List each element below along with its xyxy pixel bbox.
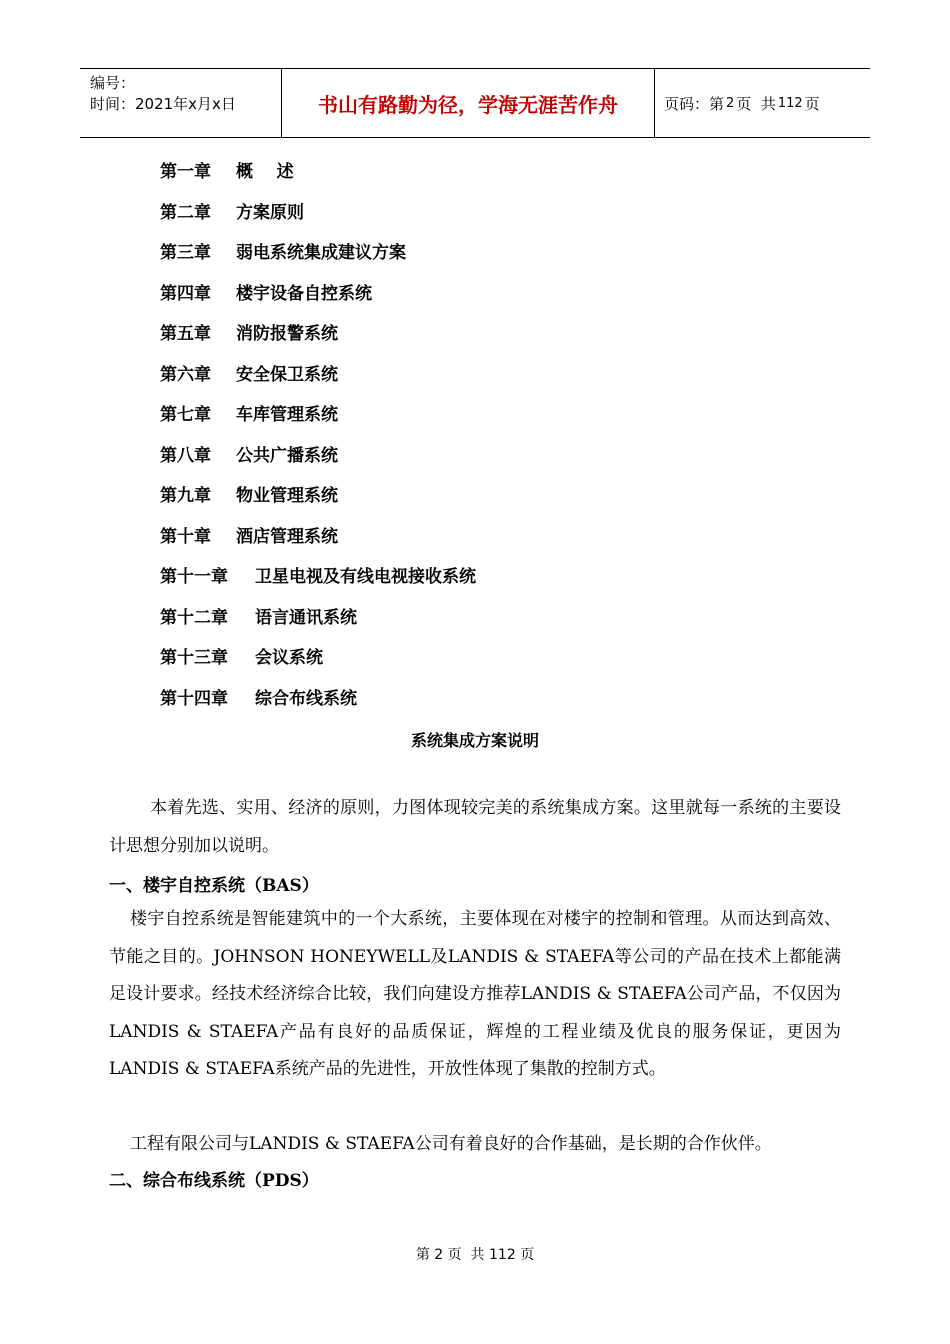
toc-item xyxy=(160,233,406,273)
toc-title: 安全保卫系统 xyxy=(236,364,338,385)
toc-item xyxy=(160,395,338,435)
toc-chapter: 第六章 xyxy=(160,364,211,385)
document-time-label: 时间：2021年x月x日 xyxy=(90,95,236,113)
header-page-mid: 页 共 xyxy=(736,94,776,113)
toc-title: 公共广播系统 xyxy=(236,445,338,466)
document-number-label: 编号： xyxy=(90,74,136,92)
header-page-current: 2 xyxy=(726,95,735,111)
footer-mid: 页 共 xyxy=(447,1247,485,1263)
page-footer xyxy=(0,1243,950,1267)
toc-title: 消防报警系统 xyxy=(236,324,338,344)
footer-total: 112 xyxy=(489,1247,516,1263)
toc-chapter: 第三章 xyxy=(160,243,211,263)
header-page-total: 112 xyxy=(777,95,803,111)
toc-item xyxy=(160,193,304,233)
bas-partner-paragraph: 工程有限公司与LANDIS & STAEFA公司有着良好的合作基础，是长期的合作伙伴。 xyxy=(130,1134,772,1154)
toc-chapter: 第九章 xyxy=(160,486,211,506)
document-title: 系统集成方案说明 xyxy=(410,731,539,750)
toc-chapter: 第四章 xyxy=(160,283,211,304)
toc-title: 综合布线系统 xyxy=(255,688,357,709)
toc-item xyxy=(160,517,338,557)
footer-current: 2 xyxy=(434,1247,444,1263)
toc-item xyxy=(160,274,372,314)
toc-chapter: 第七章 xyxy=(160,405,211,425)
toc-title: 概 述 xyxy=(236,162,294,182)
toc-chapter: 第十章 xyxy=(160,526,211,547)
section-heading-bas: 一、楼宇自控系统（BAS） xyxy=(109,876,319,896)
toc-chapter: 第十一章 xyxy=(160,567,228,587)
toc-chapter: 第二章 xyxy=(160,202,211,223)
toc-title: 楼宇设备自控系统 xyxy=(236,283,372,304)
toc-item xyxy=(160,314,338,354)
header-meta xyxy=(80,69,282,137)
footer-suffix: 页 xyxy=(520,1247,535,1263)
toc-title: 酒店管理系统 xyxy=(236,526,338,547)
toc-title: 弱电系统集成建议方案 xyxy=(236,243,406,263)
toc-chapter: 第十二章 xyxy=(160,607,228,628)
footer-prefix: 第 xyxy=(415,1247,430,1263)
toc-chapter: 第十三章 xyxy=(160,648,228,668)
toc-chapter: 第八章 xyxy=(160,445,211,466)
toc-item xyxy=(160,436,338,476)
toc-title: 方案原则 xyxy=(236,202,304,223)
bas-paragraph: 楼宇自控系统是智能建筑中的一个大系统，主要体现在对楼宇的控制和管理。从而达到高效、节能之目的。JOHNSON HONEYWELL及LANDIS & STAEFA等公司的产品在技术上都能满足设计要求。经技术经济综合比较，我们向建设方推荐LANDIS & STAEFA公司产品，不仅因为LANDIS & STAEFA产品有良好的品质保证，辉煌的工程业绩及优良的服务保证，更因为LANDIS & STAEFA系统产品的先进性，开放性体现了集散的控制方式。 xyxy=(109,909,841,1079)
toc-item xyxy=(160,476,338,516)
intro-paragraph: 本着先选、实用、经济的原则，力图体现较完美的系统集成方案。这里就每一系统的主要设计思想分别加以说明。 xyxy=(109,798,841,856)
toc-title: 物业管理系统 xyxy=(236,486,338,506)
toc-item xyxy=(160,638,323,678)
section-heading-pds: 二、综合布线系统（PDS） xyxy=(109,1171,319,1191)
toc-title: 车库管理系统 xyxy=(236,405,338,425)
header-page-info xyxy=(655,69,870,137)
header-motto: 书山有路勤为径，学海无涯苦作舟 xyxy=(282,69,655,137)
toc-chapter: 第一章 xyxy=(160,162,211,182)
toc-item xyxy=(160,598,357,638)
toc-item xyxy=(160,152,294,192)
page-header xyxy=(80,68,870,138)
toc-chapter: 第五章 xyxy=(160,324,211,344)
toc-chapter: 第十四章 xyxy=(160,688,228,709)
toc-item xyxy=(160,355,338,395)
header-page-suffix: 页 xyxy=(804,94,820,113)
toc-item xyxy=(160,679,357,719)
toc-title: 会议系统 xyxy=(255,648,323,668)
toc-title: 卫星电视及有线电视接收系统 xyxy=(255,567,476,587)
header-page-prefix: 页码：第 xyxy=(664,94,725,113)
toc-title: 语言通讯系统 xyxy=(255,607,357,628)
toc-item xyxy=(160,557,476,597)
